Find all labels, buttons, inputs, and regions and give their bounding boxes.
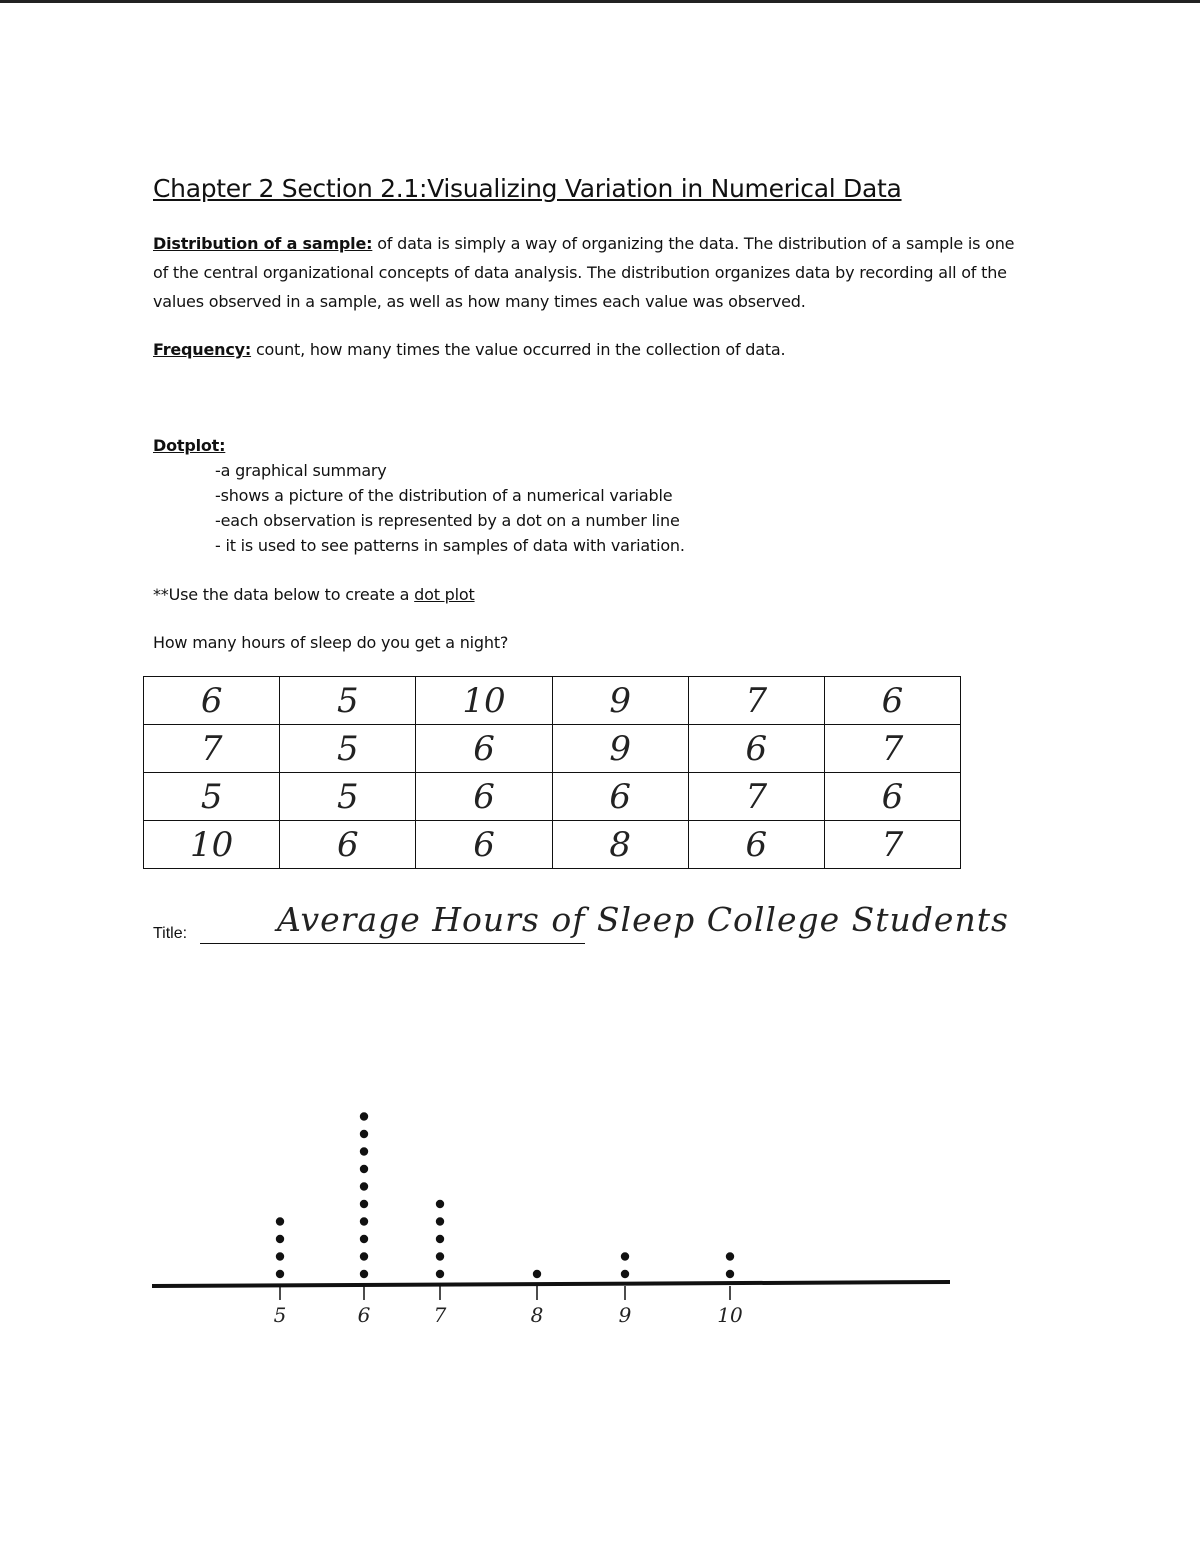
table-cell: 6 <box>144 677 280 725</box>
table-cell: 5 <box>280 773 416 821</box>
dot-10-1 <box>726 1270 734 1278</box>
table-cell: 5 <box>280 677 416 725</box>
table-cell: 7 <box>824 725 960 773</box>
dot-6-10 <box>360 1112 368 1120</box>
table-row <box>144 725 961 773</box>
tick-label-10: 10 <box>717 1303 743 1327</box>
dot-6-5 <box>360 1200 368 1208</box>
dot-7-1 <box>436 1270 444 1278</box>
table-cell: 10 <box>144 821 280 869</box>
table-row <box>144 677 961 725</box>
table-cell: 6 <box>416 773 552 821</box>
tick-label-5: 5 <box>273 1303 287 1327</box>
table-cell: 9 <box>552 677 688 725</box>
table-cell: 5 <box>144 773 280 821</box>
distribution-text: of data is simply a way of organizing the data. The distribution of a sample is one of the central organizational concepts of data analysis. The distribution organizes data by recording all of the values observed in a sample, as well as how many times each value was observed. <box>153 234 1015 311</box>
table-cell: 7 <box>688 773 824 821</box>
title-underline <box>200 943 585 944</box>
dot-6-4 <box>360 1217 368 1225</box>
table-cell: 6 <box>688 725 824 773</box>
table-cell: 6 <box>552 773 688 821</box>
table-cell: 10 <box>416 677 552 725</box>
table-cell: 6 <box>280 821 416 869</box>
dotplot-bullets <box>215 458 685 558</box>
distribution-term: Distribution of a sample: <box>153 234 373 253</box>
table-cell: 5 <box>280 725 416 773</box>
survey-question: How many hours of sleep do you get a night? <box>153 633 509 652</box>
instruction <box>153 585 475 604</box>
bullet-item: - it is used to see patterns in samples of data with variation. <box>215 536 685 555</box>
bullet-item: -shows a picture of the distribution of a numerical variable <box>215 486 673 505</box>
dot-5-2 <box>276 1252 284 1260</box>
dot-8-1 <box>533 1270 541 1278</box>
dot-9-2 <box>621 1252 629 1260</box>
distribution-definition <box>153 229 1033 316</box>
tick-label-7: 7 <box>433 1303 447 1327</box>
table-cell: 9 <box>552 725 688 773</box>
bullet-item: -a graphical summary <box>215 461 387 480</box>
table-cell: 7 <box>144 725 280 773</box>
table-cell: 6 <box>824 677 960 725</box>
dot-6-1 <box>360 1270 368 1278</box>
dot-9-1 <box>621 1270 629 1278</box>
table-cell: 7 <box>688 677 824 725</box>
dotplot-term: Dotplot: <box>153 436 226 455</box>
page-title: Chapter 2 Section 2.1:Visualizing Variation in Numerical Data <box>153 174 902 203</box>
tick-label-8: 8 <box>530 1303 544 1327</box>
dot-5-1 <box>276 1270 284 1278</box>
frequency-definition <box>153 335 1033 364</box>
table-cell: 6 <box>688 821 824 869</box>
dot-6-2 <box>360 1252 368 1260</box>
dot-5-4 <box>276 1217 284 1225</box>
frequency-term: Frequency: <box>153 340 252 359</box>
number-line <box>152 1282 950 1286</box>
data-table <box>143 676 961 869</box>
table-cell: 6 <box>416 821 552 869</box>
bullet-item: -each observation is represented by a dot on a number line <box>215 511 680 530</box>
tick-group <box>274 1286 743 1327</box>
frequency-text: count, how many times the value occurred in the collection of data. <box>251 340 786 359</box>
table-cell: 6 <box>824 773 960 821</box>
instruction-link: dot plot <box>414 585 475 604</box>
table-row <box>144 821 961 869</box>
dot-7-5 <box>436 1200 444 1208</box>
dot-6-9 <box>360 1130 368 1138</box>
table-cell: 7 <box>824 821 960 869</box>
instruction-prefix: **Use the data below to create a <box>153 585 415 604</box>
top-rule <box>0 0 1200 3</box>
dotplot-heading <box>153 431 1033 460</box>
table-row <box>144 773 961 821</box>
dot-group <box>276 1112 734 1278</box>
dot-6-7 <box>360 1165 368 1173</box>
dot-6-6 <box>360 1182 368 1190</box>
table-cell: 8 <box>552 821 688 869</box>
dot-5-3 <box>276 1235 284 1243</box>
dot-10-2 <box>726 1252 734 1260</box>
tick-label-6: 6 <box>357 1303 371 1327</box>
dot-plot <box>0 1060 1200 1350</box>
title-label: Title: <box>153 925 188 942</box>
handwritten-title: Average Hours of Sleep College Students <box>277 900 1009 939</box>
table-cell: 6 <box>416 725 552 773</box>
dot-7-3 <box>436 1235 444 1243</box>
dot-7-2 <box>436 1252 444 1260</box>
dot-6-3 <box>360 1235 368 1243</box>
tick-label-9: 9 <box>618 1303 632 1327</box>
dot-6-8 <box>360 1147 368 1155</box>
dot-7-4 <box>436 1217 444 1225</box>
